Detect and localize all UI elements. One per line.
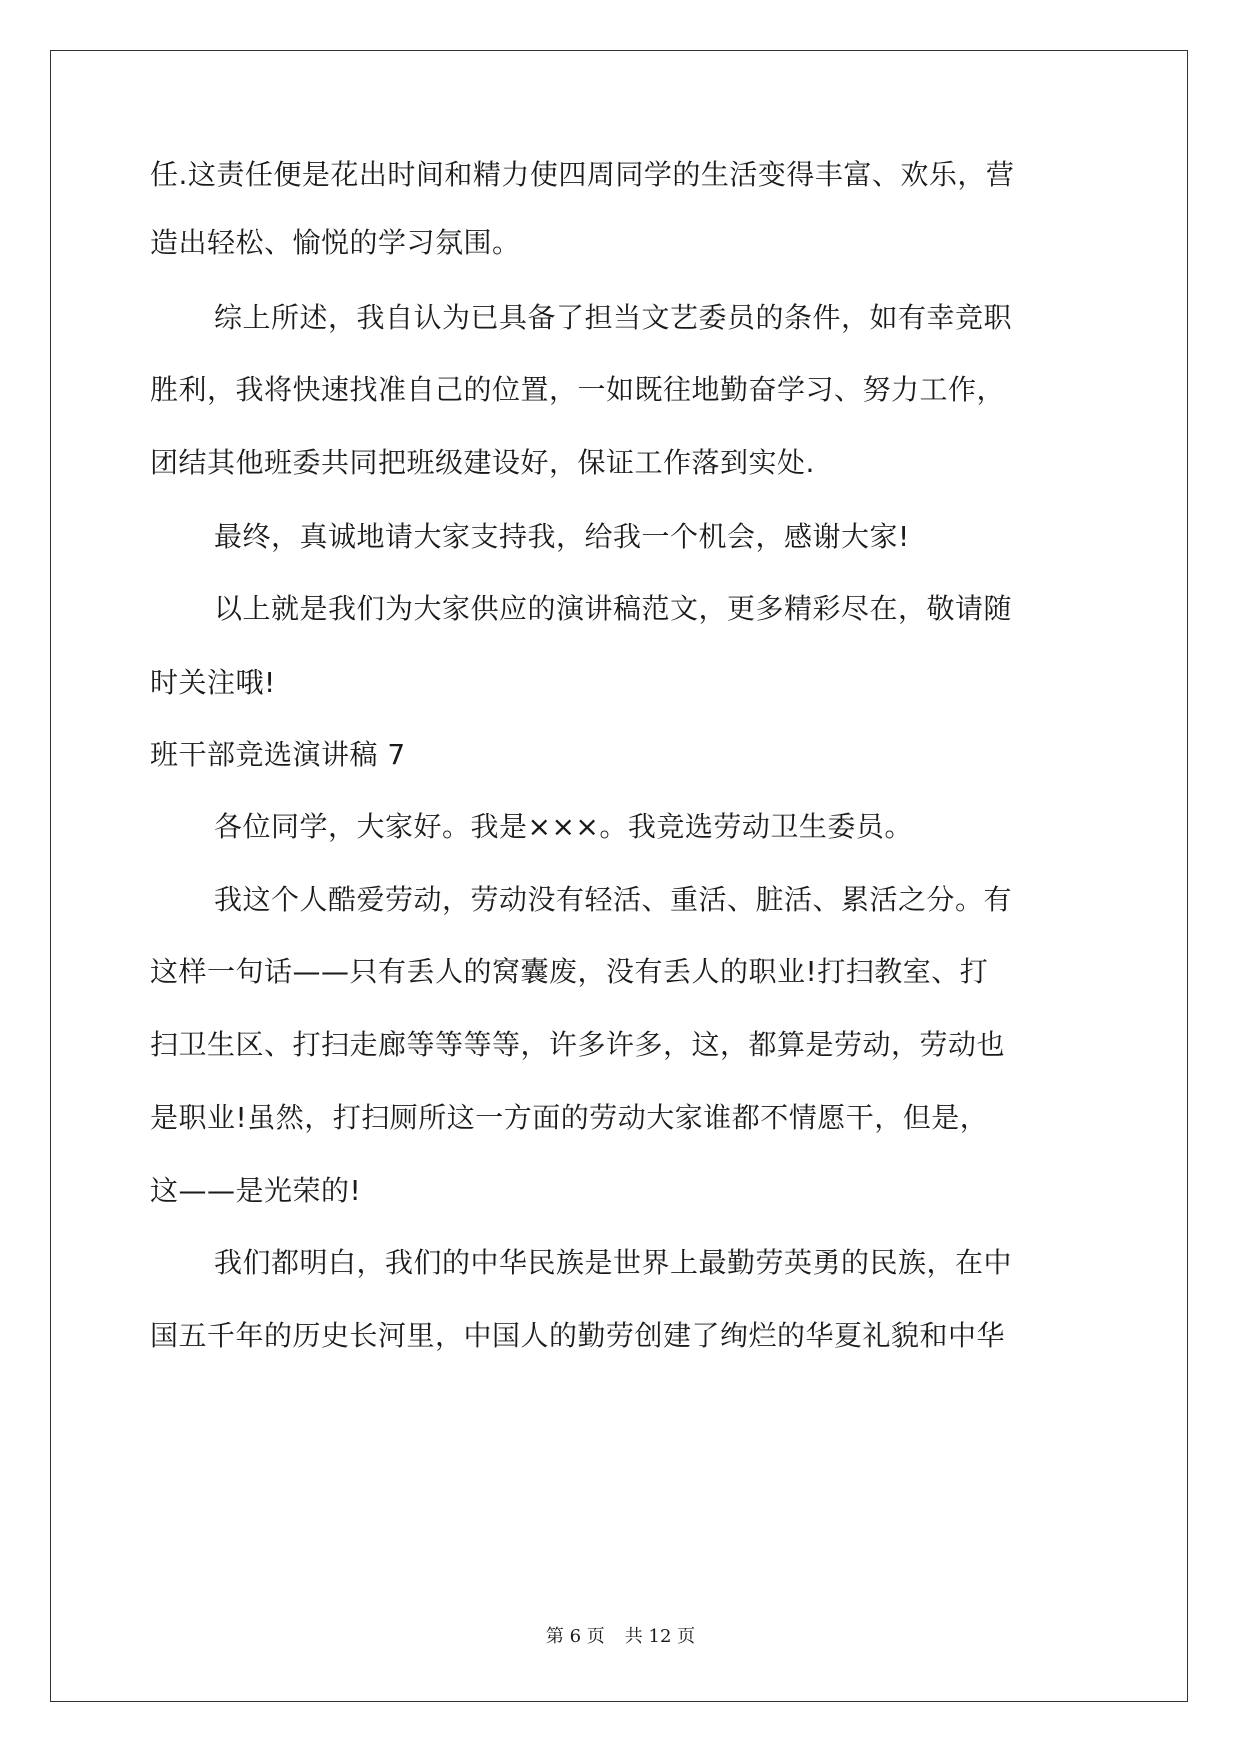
text-line: 时关注哦! bbox=[150, 666, 276, 699]
text-line: 造出轻松、愉悦的学习氛围。 bbox=[150, 226, 521, 259]
paragraph-start: 我这个人酷爱劳动，劳动没有轻活、重活、脏活、累活之分。有 bbox=[214, 883, 1013, 916]
paragraph-start: 最终，真诚地请大家支持我，给我一个机会，感谢大家! bbox=[214, 520, 910, 553]
text-line: 扫卫生区、打扫走廊等等等等，许多许多，这，都算是劳动，劳动也 bbox=[150, 1028, 1006, 1061]
page-footer bbox=[0, 1625, 1241, 1649]
text-line: 是职业!虽然，打扫厕所这一方面的劳动大家谁都不情愿干，但是， bbox=[150, 1101, 989, 1134]
page-total: 共 12 页 bbox=[624, 1626, 696, 1647]
paragraph-start: 各位同学，大家好。我是×××。我竞选劳动卫生委员。 bbox=[214, 810, 913, 843]
paragraph-start: 综上所述，我自认为已具备了担当文艺委员的条件，如有幸竞职 bbox=[214, 301, 1013, 334]
text-line: 国五千年的历史长河里，中国人的勤劳创建了绚烂的华夏礼貌和中华 bbox=[150, 1319, 1006, 1352]
text-line: 任.这责任便是花出时间和精力使四周同学的生活变得丰富、欢乐，营 bbox=[150, 158, 1015, 191]
paragraph-start: 以上就是我们为大家供应的演讲稿范文，更多精彩尽在，敬请随 bbox=[214, 592, 1013, 625]
text-line: 团结其他班委共同把班级建设好，保证工作落到实处. bbox=[150, 446, 815, 479]
page-number: 第 6 页 bbox=[545, 1626, 605, 1647]
text-line: 这——是光荣的! bbox=[150, 1174, 362, 1207]
text-line: 这样一句话——只有丢人的窝囊废，没有丢人的职业!打扫教室、打 bbox=[150, 955, 989, 988]
text-line: 胜利，我将快速找准自己的位置，一如既往地勤奋学习、努力工作， bbox=[150, 373, 1006, 406]
section-heading: 班干部竞选演讲稿 7 bbox=[150, 738, 406, 771]
paragraph-start: 我们都明白，我们的中华民族是世界上最勤劳英勇的民族，在中 bbox=[214, 1246, 1013, 1279]
